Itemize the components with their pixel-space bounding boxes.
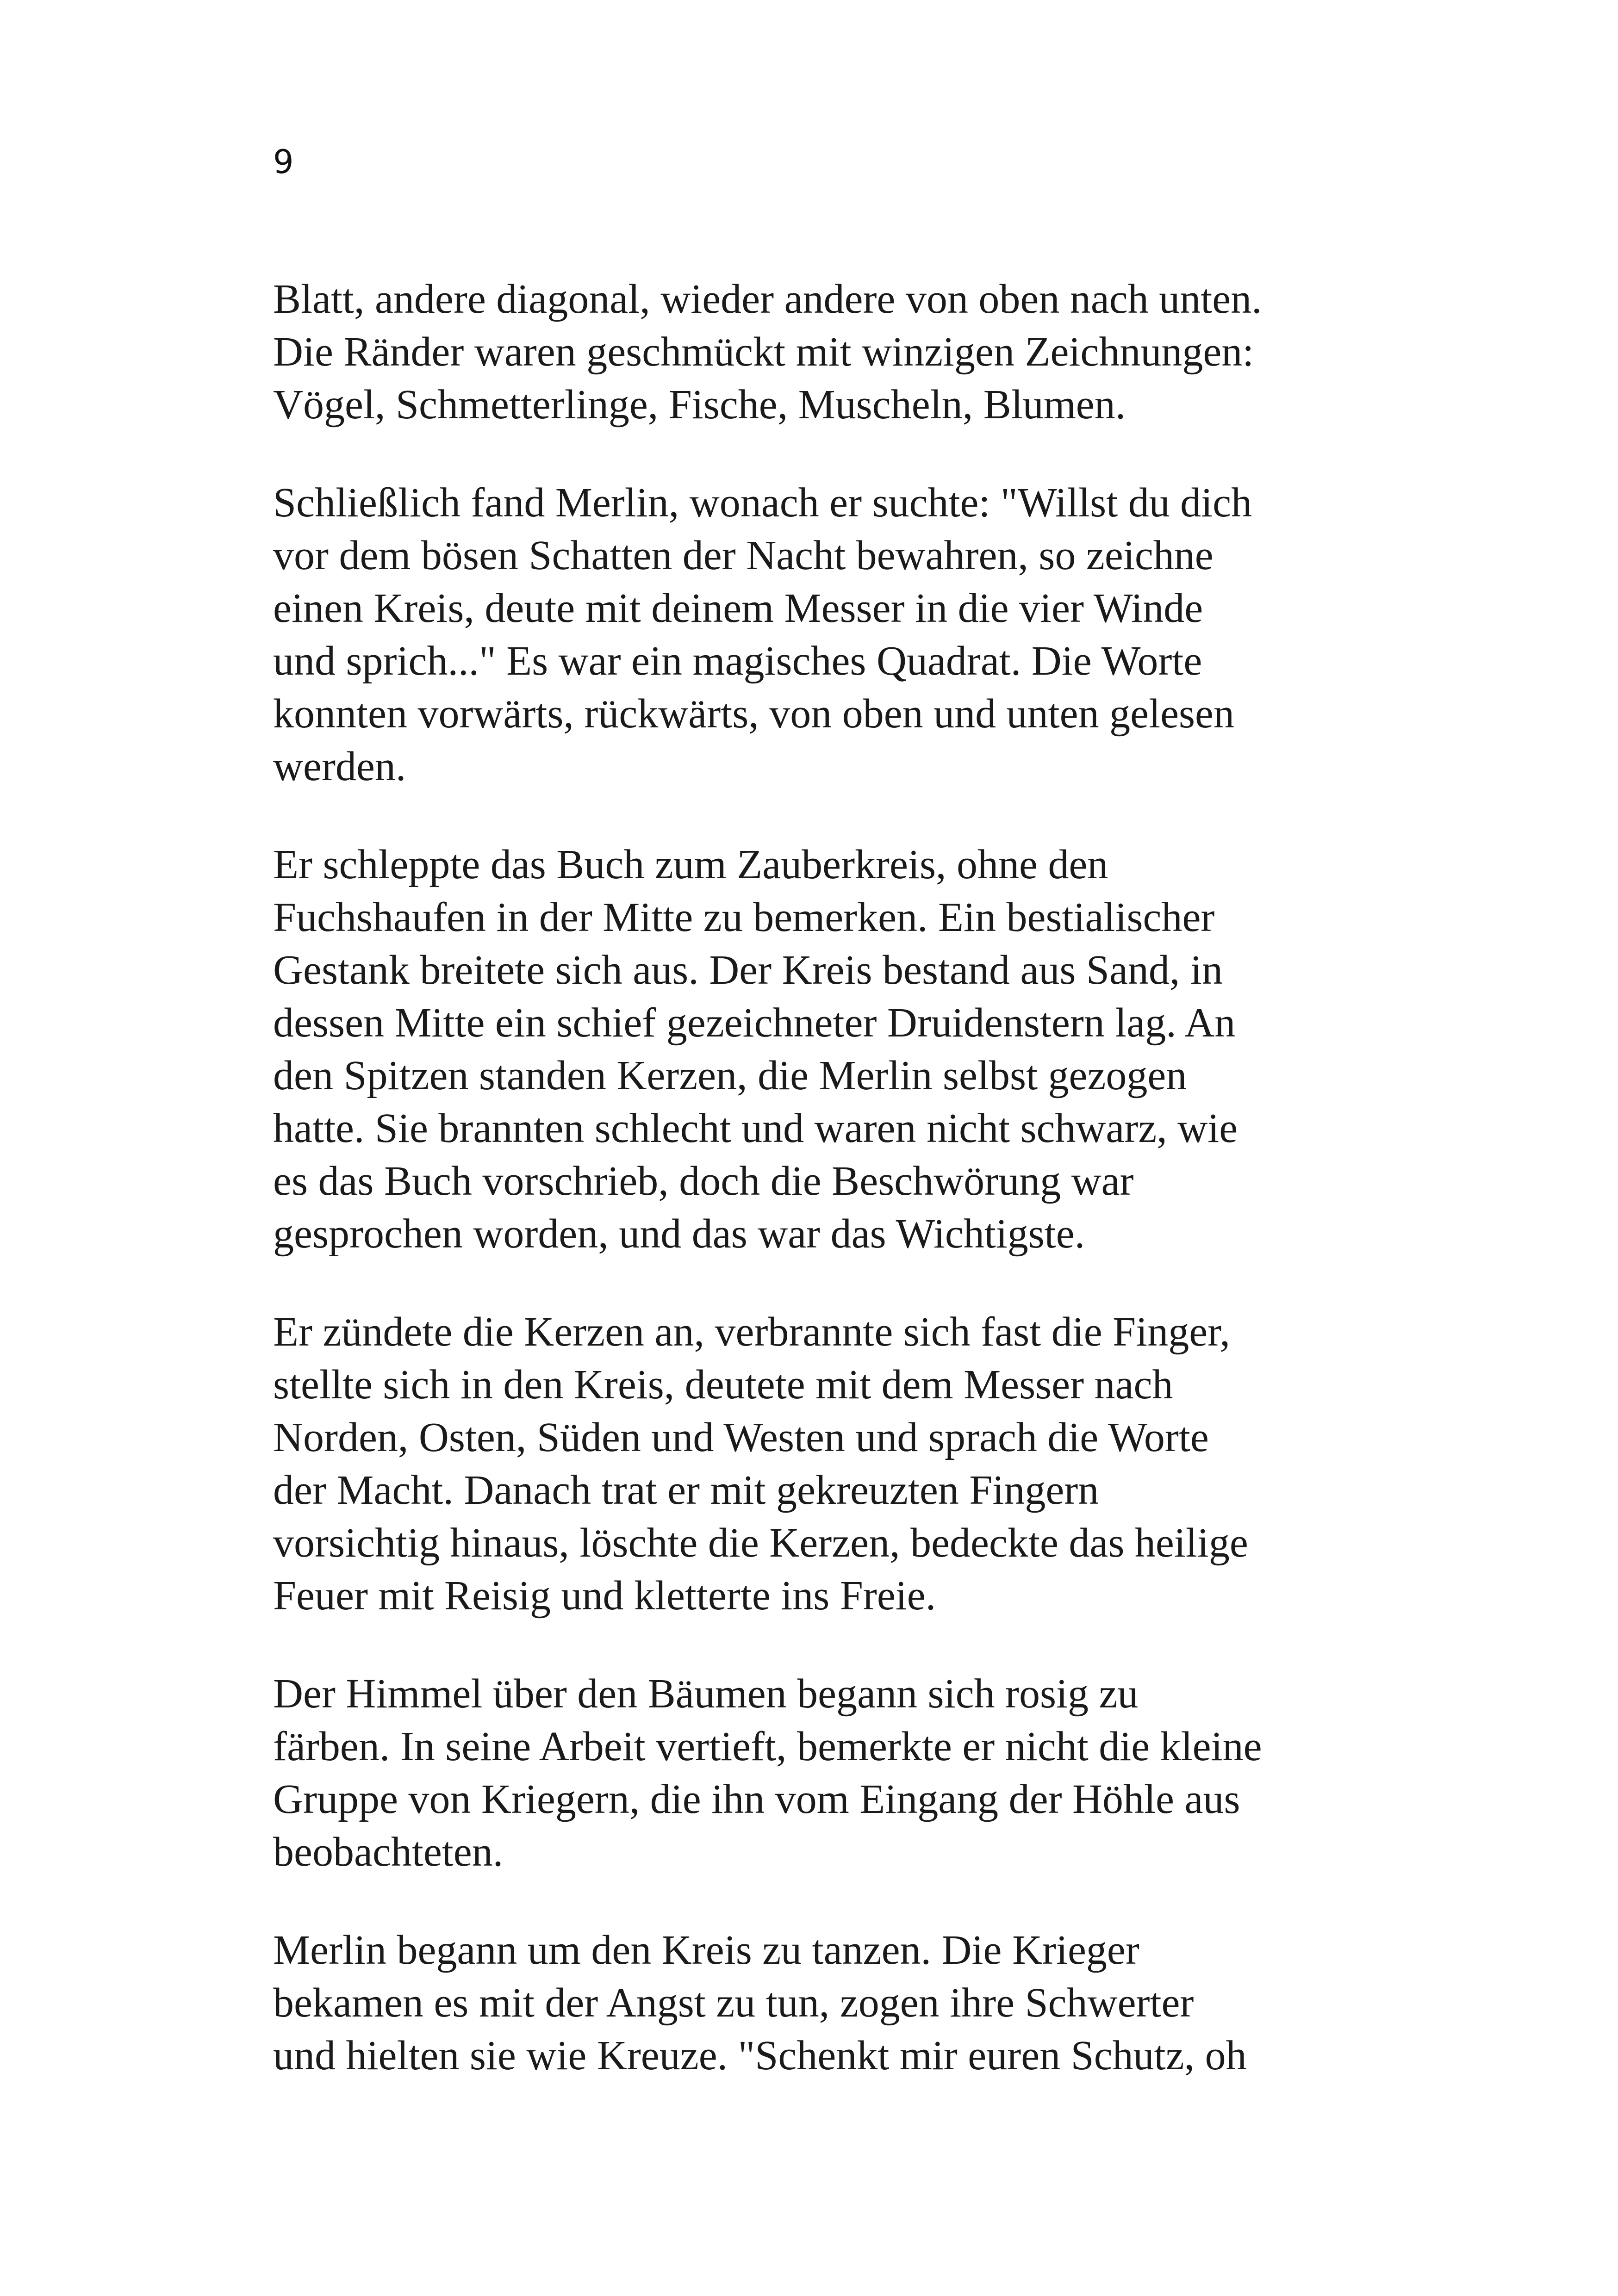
text-line: Feuer mit Reisig und kletterte ins Freie. (273, 1573, 936, 1619)
page-number: 9 (273, 143, 294, 181)
text-line: Er schleppte das Buch zum Zauberkreis, ohne den (273, 842, 1108, 887)
text-line: der Macht. Danach trat er mit gekreuzten Fingern (273, 1467, 1099, 1513)
paragraph (273, 838, 1365, 1260)
text-line: einen Kreis, deute mit deinem Messer in die vier Winde (273, 585, 1203, 631)
text-line: Gruppe von Kriegern, die ihn vom Eingang der Höhle aus (273, 1776, 1240, 1822)
paragraph (273, 1924, 1365, 2082)
text-line: Er zündete die Kerzen an, verbrannte sich fast die Finger, (273, 1309, 1231, 1355)
text-line: Die Ränder waren geschmückt mit winzigen Zeichnungen: (273, 329, 1254, 375)
paragraph (273, 477, 1365, 793)
text-line: es das Buch vorschrieb, doch die Beschwörung war (273, 1158, 1134, 1204)
text-line: Gestank breitete sich aus. Der Kreis bestand aus Sand, in (273, 947, 1223, 993)
paragraph (273, 1668, 1365, 1879)
text-line: hatte. Sie brannten schlecht und waren nicht schwarz, wie (273, 1105, 1238, 1151)
text-line: bekamen es mit der Angst zu tun, zogen ihre Schwerter (273, 1980, 1194, 2026)
text-line: vor dem bösen Schatten der Nacht bewahren, so zeichne (273, 533, 1214, 578)
text-line: färben. In seine Arbeit vertieft, bemerkte er nicht die kleine (273, 1724, 1262, 1769)
text-line: Merlin begann um den Kreis zu tanzen. Die Krieger (273, 1927, 1139, 1973)
text-line: werden. (273, 744, 406, 789)
text-line: Blatt, andere diagonal, wieder andere von oben nach unten. (273, 276, 1262, 322)
text-line: vorsichtig hinaus, löschte die Kerzen, bedeckte das heilige (273, 1520, 1248, 1566)
text-line: Norden, Osten, Süden und Westen und sprach die Worte (273, 1415, 1209, 1460)
text-line: stellte sich in den Kreis, deutete mit dem Messer nach (273, 1362, 1173, 1408)
text-line: Schließlich fand Merlin, wonach er suchte: "Willst du dich (273, 480, 1252, 526)
paragraph (273, 1306, 1365, 1622)
text-line: gesprochen worden, und das war das Wichtigste. (273, 1211, 1085, 1257)
text-line: und sprich..." Es war ein magisches Quadrat. Die Worte (273, 638, 1202, 684)
text-line: dessen Mitte ein schief gezeichneter Druidenstern lag. An (273, 1000, 1236, 1046)
text-line: Der Himmel über den Bäumen begann sich rosig zu (273, 1671, 1139, 1717)
paragraph (273, 273, 1365, 431)
text-line: konnten vorwärts, rückwärts, von oben und unten gelesen (273, 691, 1234, 737)
body-text (273, 273, 1365, 2128)
text-line: Fuchshaufen in der Mitte zu bemerken. Ein bestialischer (273, 894, 1215, 940)
text-line: und hielten sie wie Kreuze. "Schenkt mir euren Schutz, oh (273, 2033, 1247, 2079)
text-line: beobachteten. (273, 1829, 504, 1875)
text-line: Vögel, Schmetterlinge, Fische, Muscheln, Blumen. (273, 382, 1126, 428)
text-line: den Spitzen standen Kerzen, die Merlin selbst gezogen (273, 1053, 1187, 1098)
